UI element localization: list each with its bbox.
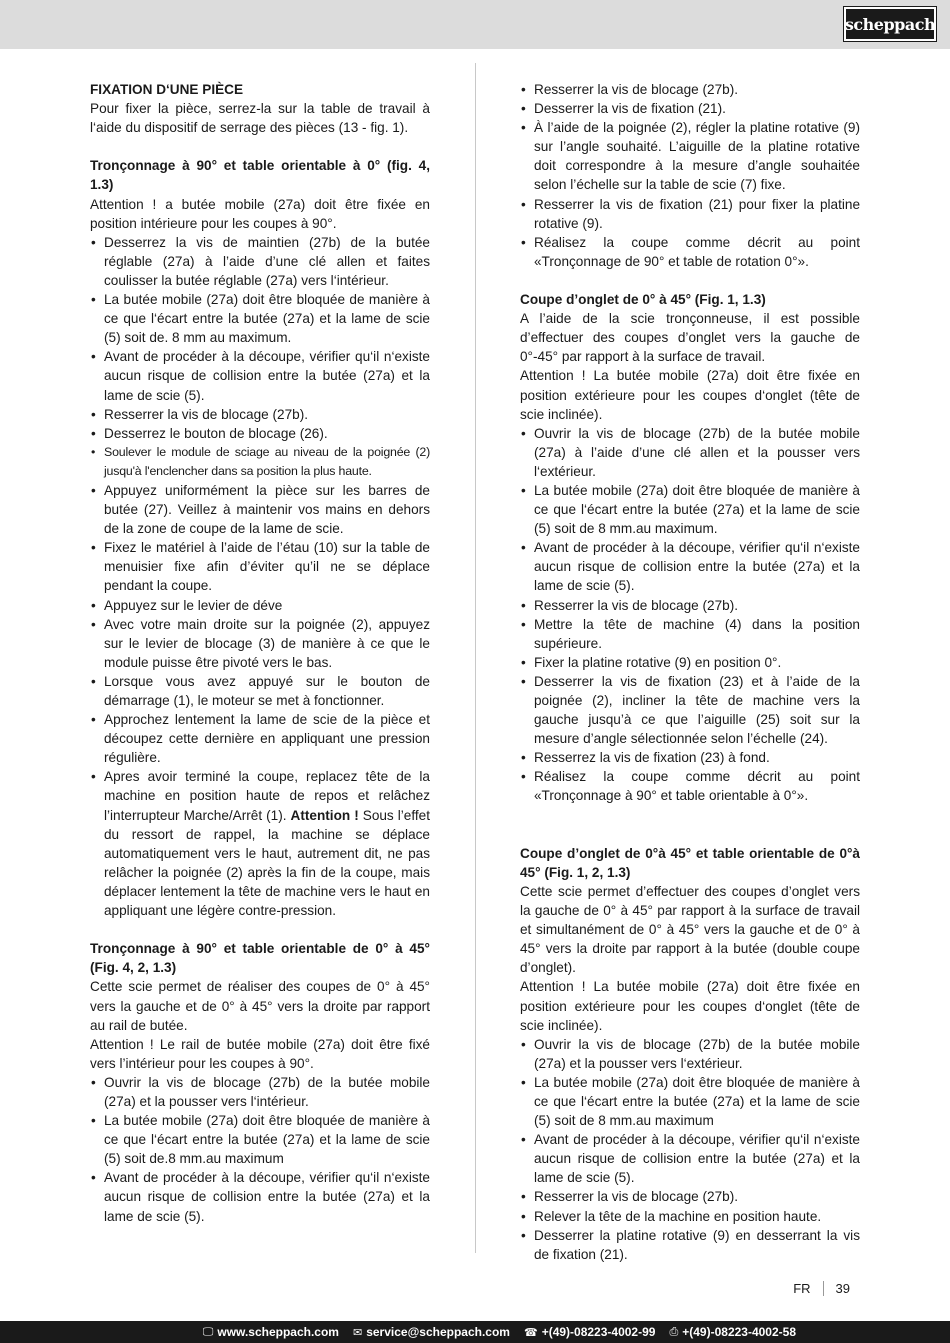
list-item: • Ouvrir la vis de blocage (27b) de la butée mobile (27a) et la pousser vers l‘intérieur. xyxy=(90,1073,430,1111)
paragraph: Attention ! a butée mobile (27a) doit être fixée en position intérieure pour les coupes à 90°. xyxy=(90,196,430,231)
list-item: • Avec votre main droite sur la poignée (2), appuyez sur le levier de blocage (3) de manière à ce que le module puisse être pivoté vers le bas. xyxy=(90,615,430,672)
list-item: • Avant de procéder à la découpe, vérifier qu‘il n‘existe aucun risque de collision entre la butée (27a) et la lame de scie (5). xyxy=(520,538,860,595)
right-column xyxy=(520,80,860,1264)
list-item: • Avant de procéder à la découpe, vérifier qu‘il n‘existe aucun risque de collision entre la butée (27a) et la lame de scie (5). xyxy=(520,1130,860,1187)
list-item: • Resserrer la vis de blocage (27b). xyxy=(520,1187,860,1206)
email-icon: ✉ xyxy=(352,1326,363,1339)
column-divider xyxy=(475,63,476,1253)
email-link[interactable]: service@scheppach.com xyxy=(366,1325,510,1339)
list-item: • Réalisez la coupe comme décrit au point «Tronçonnage de 90° et table de rotation 0°». xyxy=(520,233,860,271)
list-item: • Lorsque vous avez appuyé sur le bouton de démarrage (1), le moteur se met à fonctionner. xyxy=(90,672,430,710)
list-item: • Avant de procéder à la découpe, vérifier qu‘il n‘existe aucun risque de collision entre la butée (27a) et la lame de scie (5). xyxy=(90,347,430,404)
website-item xyxy=(203,1325,339,1339)
list-item: • Réalisez la coupe comme décrit au point «Tronçonnage à 90° et table orientable à 0°». xyxy=(520,767,860,805)
list-item: • La butée mobile (27a) doit être bloquée de manière à ce que l‘écart entre la butée (27a) et la lame de scie (5) soit de. 8 mm au maximum. xyxy=(90,290,430,347)
fax-item xyxy=(669,1325,796,1339)
attention-label: Attention ! xyxy=(290,807,359,823)
section-heading: FIXATION D‘UNE PIÈCE xyxy=(90,82,244,97)
website-link[interactable]: www.scheppach.com xyxy=(217,1325,339,1339)
list-item: • Ouvrir la vis de blocage (27b) de la butée mobile (27a) à l’aide d’une clé allen et la pousser vers l‘extérieur. xyxy=(520,424,860,481)
list-item: • Relever la tête de la machine en position haute. xyxy=(520,1207,860,1226)
list-item: • Appuyez sur le levier de déve xyxy=(90,596,430,615)
list-item: • À l’aide de la poignée (2), régler la platine rotative (9) sur l’angle souhaité. L’aiguille de la platine rotative doit correspondre à la mesure d’angle souhaitée selon l’échelle sur la table de scie (7) fixe. xyxy=(520,118,860,194)
list-item: • Fixer la platine rotative (9) en position 0°. xyxy=(520,653,860,672)
list-item: • Resserrer la vis de fixation (21) pour fixer la platine rotative (9). xyxy=(520,195,860,233)
bullet-list xyxy=(90,233,430,920)
section-heading: Coupe d’onglet de 0° à 45° (Fig. 1, 1.3) xyxy=(520,292,766,308)
list-item: • Mettre la tête de machine (4) dans la position supérieure. xyxy=(520,615,860,653)
phone-icon: ☎ xyxy=(523,1326,538,1339)
language-code: FR xyxy=(793,1281,823,1296)
section-heading: Tronçonnage à 90° et table orientable à 0° (fig. 4, 1.3) xyxy=(90,158,430,193)
page-number: 39 xyxy=(835,1281,850,1296)
list-item: • Soulever le module de sciage au niveau de la poignée (2) jusqu'à l'enclencher dans sa position la plus haute. xyxy=(90,443,430,481)
list-item: • Resserrer la vis de blocage (27b). xyxy=(520,596,860,615)
bullet-list xyxy=(520,80,860,271)
computer-icon: 🖵 xyxy=(202,1325,214,1338)
list-item-text: Sous l’effet du ressort de rappel, la machine se déplace automatiquement vers le haut, autrement dit, ne pas relâcher la poignée (2) après la fin de la coupe, mais déplacer lentement la tête de machine vers le haut en appliquant une légère contre-pression. xyxy=(104,807,430,919)
list-item: • La butée mobile (27a) doit être bloquée de manière à ce que l‘écart entre la butée (27a) et la lame de scie (5) soit de.8 mm.au maximum xyxy=(90,1111,430,1168)
paragraph: A l’aide de la scie tronçonneuse, il est possible d’effectuer des coupes d’onglet vers la gauche de 0°-45° par rapport à la surface de travail. xyxy=(520,311,860,365)
paragraph: Attention ! La butée mobile (27a) doit être fixée en position extérieure pour les coupes d‘onglet (tête de scie inclinée). xyxy=(520,979,860,1033)
paragraph: Attention ! Le rail de butée mobile (27a) doit être fixé vers l’intérieur pour les coupes à 90°. xyxy=(90,1036,430,1071)
paragraph: Attention ! La butée mobile (27a) doit être fixée en position extérieure pour les coupes d‘onglet (tête de scie inclinée). xyxy=(520,368,860,422)
paragraph: Cette scie permet de réaliser des coupes de 0° à 45° vers la gauche et de 0° à 45° vers la droite par rapport au rail de butée. xyxy=(90,979,430,1033)
left-column xyxy=(90,80,430,1226)
section-heading: Coupe d’onglet de 0°à 45° et table orientable de 0°à 45° (Fig. 1, 2, 1.3) xyxy=(520,845,860,880)
contact-bar xyxy=(0,1321,950,1343)
section-heading: Tronçonnage à 90° et table orientable de 0° à 45° (Fig. 4, 2, 1.3) xyxy=(90,941,430,976)
list-item: • Appuyez uniformément la pièce sur les barres de butée (27). Veillez à maintenir vos mains en dehors de la zone de coupe de la lame de scie. xyxy=(90,481,430,538)
list-item: • Approchez lentement la lame de scie de la pièce et découpez cette dernière en appliquant une pression régulière. xyxy=(90,710,430,767)
list-item: • Resserrer la vis de blocage (27b). xyxy=(520,80,860,99)
list-item: • Desserrez le bouton de blocage (26). xyxy=(90,424,430,443)
fax-icon: ⎙ xyxy=(669,1325,679,1338)
fax-number: +(49)-08223-4002-58 xyxy=(682,1325,796,1339)
list-item: • Resserrez la vis de fixation (23) à fond. xyxy=(520,748,860,767)
bullet-list xyxy=(90,1073,430,1226)
logo-text: scheppach xyxy=(844,14,936,34)
list-item: • La butée mobile (27a) doit être bloquée de manière à ce que l‘écart entre la butée (27a) et la lame de scie (5) soit de 8 mm.au maximum. xyxy=(520,481,860,538)
scheppach-logo xyxy=(844,7,936,41)
list-item: • Ouvrir la vis de blocage (27b) de la butée mobile (27a) et la pousser vers l‘extérieur. xyxy=(520,1035,860,1073)
page-footer xyxy=(793,1281,850,1296)
bullet-list xyxy=(520,1035,860,1264)
list-item: • Desserrer la platine rotative (9) en desserrant la vis de fixation (21). xyxy=(520,1226,860,1264)
phone-number: +(49)-08223-4002-99 xyxy=(541,1325,656,1339)
list-item: • Desserrer la vis de fixation (23) et à l’aide de la poignée (2), incliner la tête de machine vers la gauche jusqu’à ce que l’aiguille (25) soit sur la mesure d’angle sélectionnée selon l’échelle (24). xyxy=(520,672,860,748)
paragraph: Pour fixer la pièce, serrez-la sur la table de travail à l‘aide du dispositif de serrage des pièces (13 - fig. 1). xyxy=(90,101,430,136)
list-item: • Avant de procéder à la découpe, vérifier qu‘il n‘existe aucun risque de collision entre la butée (27a) et la lame de scie (5). xyxy=(90,1168,430,1225)
phone-item xyxy=(524,1325,655,1339)
list-item: • La butée mobile (27a) doit être bloquée de manière à ce que l‘écart entre la butée (27a) et la lame de scie (5) soit de 8 mm.au maximum xyxy=(520,1073,860,1130)
list-item: • Fixez le matériel à l’aide de l’étau (10) sur la table de menuisier fixe afin d’éviter qu’il ne se déplace pendant la coupe. xyxy=(90,538,430,595)
list-item-text: Apres avoir terminé la coupe, replacez tête de la machine en position haute de repos et relâchez l’interrupteur Marche/Arrêt (1). xyxy=(104,769,430,823)
paragraph: Cette scie permet d’effectuer des coupes d’onglet vers la gauche de 0° à 45° par rapport à la surface de travail et simultanément de 0° à 45° vers la gauche et de 0° à 45° vers la droite par rapport à la butée (double coupe d’onglet). xyxy=(520,883,860,976)
list-item: • Desserrer la vis de fixation (21). xyxy=(520,99,860,118)
list-item: • Desserrez la vis de maintien (27b) de la butée réglable (27a) à l’aide d’une clé allen et faites coulisser la butée réglable (27a) vers l‘intérieur. xyxy=(90,233,430,290)
email-item xyxy=(353,1325,510,1339)
bullet-list xyxy=(520,424,860,806)
page-header-band xyxy=(0,0,950,49)
list-item: • Resserrer la vis de blocage (27b). xyxy=(90,405,430,424)
list-item xyxy=(90,767,430,920)
